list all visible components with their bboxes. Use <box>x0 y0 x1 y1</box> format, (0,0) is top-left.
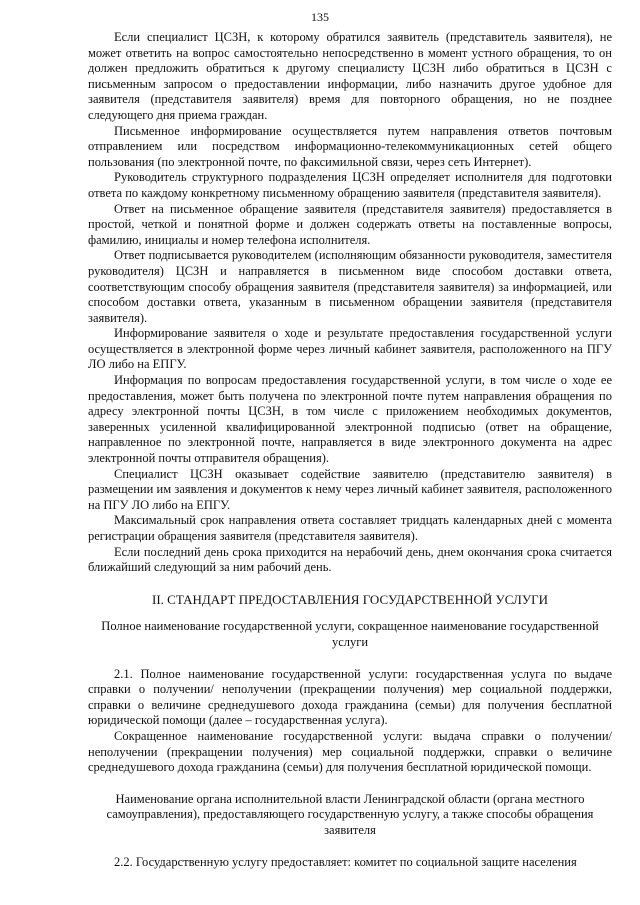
subheading-authority: Наименование органа исполнительной власти Ленинградской области (органа местного самоуправления), предоставляющего государственную услугу, а также способы обращения заявителя <box>106 791 594 837</box>
paragraph-answer-form: Ответ на письменное обращение заявителя (представителя заявителя) предоставляется в простой, четкой и понятной форме и должен содержать ответы на поставленные вопросы, фамилию, инициалы и номер телефона исполнителя. <box>88 201 612 247</box>
paragraph-electronic-informing: Информирование заявителя о ходе и результате предоставления государственной услуги осуществляется в электронной форме через личный кабинет заявителя, расположенного на ПГУ ЛО либо на ЕПГУ. <box>88 326 612 372</box>
page-content <box>88 30 612 870</box>
paragraph-provider: 2.2. Государственную услугу предоставляет: комитет по социальной защите населения <box>114 854 577 869</box>
paragraph-written-informing: Письменное информирование осуществляется путем направления ответов почтовым отправлением или посредством информационно-телекоммуникационных сетей общего пользования (по электронной почте, по факсимильной связи, через сеть Интернет). <box>88 123 612 169</box>
paragraph-consultation: Если специалист ЦСЗН, к которому обратился заявитель (представитель заявителя), не может ответить на вопрос самостоятельно непосредственно в момент устного обращения, то он должен предложить обратиться к другому специалисту ЦСЗН либо обратиться в ЦСЗН с письменным запросом о предоставлении информации, либо назначить другое удобное для заявителя (представителя заявителя) время для повторного обращения, но не позднее следующего дня приема граждан. <box>88 30 612 122</box>
paragraph-max-term: Максимальный срок направления ответа составляет тридцать календарных дней с момента регистрации обращения заявителя (представителя заявителя). <box>88 513 612 543</box>
paragraph-answer-signing: Ответ подписывается руководителем (исполняющим обязанности руководителя, заместителя руководителя) ЦСЗН и направляется в письменном виде способом доставки ответа, соответствующим способу обращения заявителя (представителя заявителя) за информацией, или способом доставки ответа, указанным в письменном обращении заявителя (представителя заявителя). <box>88 248 612 325</box>
section-title: II. СТАНДАРТ ПРЕДОСТАВЛЕНИЯ ГОСУДАРСТВЕННОЙ УСЛУГИ <box>152 591 548 607</box>
paragraph-short-name: Сокращенное наименование государственной услуги: выдача справки о получении/ неполучении (прекращении получения) мер социальной поддержки, справки о величине среднедушевого дохода гражданина (семьи) для получения бесплатной юридической помощи. <box>88 728 612 775</box>
paragraph-email-info: Информация по вопросам предоставления государственной услуги, в том числе о ходе ее предоставления, может быть получена по электронной почте путем направления обращения по адресу электронной почты ЦСЗН, в том числе с приложением необходимых документов, заверенных усиленной квалифицированной электронной подписью (ответ на обращение, направленное по электронной почте, направляется в виде электронного документа на адрес электронной почты отправителя обращения). <box>88 373 612 466</box>
paragraph-full-name: 2.1. Полное наименование государственной услуги: государственная услуга по выдаче справки о получении/ неполучении (прекращении получения) мер социальной поддержки, справки о величине среднедушевого дохода гражданина (семьи) для получения бесплатной юридической помощи (далее – государственная услуга). <box>88 666 612 728</box>
page-number: 135 <box>311 10 329 24</box>
paragraph-head-assigns: Руководитель структурного подразделения ЦСЗН определяет исполнителя для подготовки ответа по каждому конкретному письменному обращению заявителя (представителя заявителя). <box>88 170 612 200</box>
paragraph-weekend-rule: Если последний день срока приходится на нерабочий день, днем окончания срока считается ближайший следующий за ним рабочий день. <box>88 544 612 575</box>
paragraph-specialist-assistance: Специалист ЦСЗН оказывает содействие заявителю (представителю заявителя) в размещении им заявления и документов к нему через личный кабинет заявителя, расположенного на ПГУ ЛО либо на ЕПГУ. <box>88 466 612 512</box>
subheading-service-name: Полное наименование государственной услуги, сокращенное наименование государственной услуги <box>101 619 599 649</box>
